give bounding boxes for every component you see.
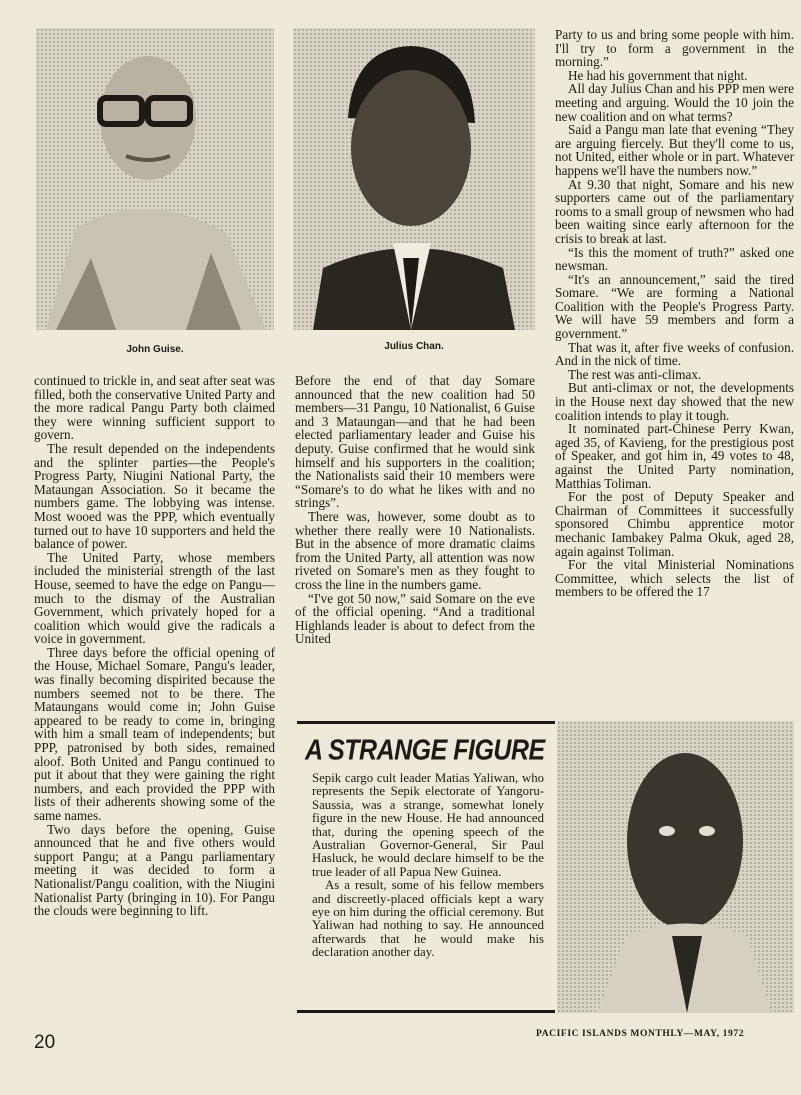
- paragraph: He had his government that night.: [568, 67, 748, 83]
- portrait-illustration: [293, 28, 535, 330]
- paragraph: That was it, after five weeks of confusion. And in the nick of time.: [555, 339, 794, 369]
- paragraph: The United Party, whose members included the ministerial strength of the last House, seemed to have the edge on Pangu—much to the dismay of the Australian Government, which privately hoped for a coalition which would give the radicals a voice in government.: [34, 549, 275, 647]
- caption-john-guise: John Guise.: [126, 344, 184, 355]
- paragraph: But anti-climax or not, the developments in the House next day showed that the new coalition intends to play it tough.: [555, 380, 794, 423]
- paragraph: continued to trickle in, and seat after seat was filled, both the conservative United Party and the more radical Pangu Party both claimed they were winning sufficient support to govern.: [34, 373, 275, 443]
- paragraph: The rest was anti-climax.: [568, 366, 702, 382]
- article-column-3: [555, 28, 794, 599]
- photo-john-guise: [36, 28, 274, 330]
- paragraph: “Is this the moment of truth?” asked one newsman.: [555, 244, 794, 274]
- portrait-illustration: [36, 28, 274, 330]
- paragraph: Sepik cargo cult leader Matias Yaliwan, who represents the Sepik electorate of Yangoru-Saussia, was a strange, somewhat lonely figure in the new House. He had announced that, during the opening speech of the Australian Governor-General, Sir Paul Hasluck, he would declare himself to be the true leader of all Papua New Guinea.: [312, 771, 544, 879]
- box-top-rule: [297, 721, 555, 724]
- paragraph: For the vital Ministerial Nominations Committee, which selects the list of members to be offered the 17: [555, 557, 794, 600]
- paragraph: At 9.30 that night, Somare and his new supporters came out of the parliamentary rooms to a small group of newsmen who had been waiting since early afternoon for the crisis to break at last.: [555, 176, 794, 246]
- caption-julius-chan: Julius Chan.: [384, 341, 444, 352]
- box-bottom-rule: [297, 1010, 555, 1013]
- boxed-headline: A STRANGE FIGURE: [305, 734, 545, 767]
- paragraph: Said a Pangu man late that evening “They are arguing fiercely. But they'll come to us, not United, either whole or in part. Whatever happens we'll have the numbers now.”: [555, 122, 794, 178]
- paragraph: Two days before the opening, Guise announced that he and five others would support Pangu; at a Pangu parliamentary meeting it was decided to form a Nationalist/Pangu coalition, with the Niugini Nationalist Party (bringing in 10). For Pangu the clouds were beginning to lift.: [34, 821, 275, 919]
- paragraph: The result depended on the independents and the splinter parties—the People's Progress Party, Niugini National Party, the Mataungan Association. So it became the numbers game. The lobbying was intense. Most wooed was the PPP, which eventually turned out to have 10 supporters and held the balance of power.: [34, 440, 275, 552]
- photo-julius-chan: [293, 28, 535, 330]
- page-number: 20: [34, 1032, 56, 1053]
- magazine-footer: PACIFIC ISLANDS MONTHLY—MAY, 1972: [536, 1029, 745, 1039]
- portrait-illustration: [557, 721, 794, 1013]
- paragraph: Party to us and bring some people with him. I'll try to form a government in the morning.”: [555, 27, 794, 70]
- paragraph: All day Julius Chan and his PPP men were meeting and arguing. Would the 10 join the new coalition and on what terms?: [555, 81, 794, 124]
- boxed-story-body: [312, 772, 544, 960]
- photo-matias-yaliwan: [557, 721, 794, 1013]
- paragraph: Three days before the official opening of the House, Michael Somare, Pangu's leader, was finally becoming dispirited because the numbers seemed not to be there. The Mataungans would come in; John Guise appeared to be ready to come in, bringing with him a small team of independents; but PPP, patronised by both sides, remained aloof. Both United and Pangu continued to put it about that they were gaining the right numbers, and each provided the PPP with lists of their adherents showing some of the same names.: [34, 644, 275, 823]
- paragraph: Before the end of that day Somare announced that the new coalition had 50 members—31 Pangu, 10 Nationalist, 6 Guise and 3 Mataungan—and that he had been elected parliamentary leader and Guise his deputy. Guise confirmed that he would sink himself and his supporters in the coalition; the Nationalists said their 10 members were “Somare's to do what he likes with and no strings”.: [295, 373, 535, 511]
- article-column-1: [34, 374, 275, 918]
- article-column-2: [295, 374, 535, 646]
- paragraph: It nominated part-Chinese Perry Kwan, aged 35, of Kavieng, for the prestigious post of Speaker, and got him in, 49 votes to 48, against the United Party nomination, Matthias Toliman.: [555, 421, 794, 491]
- paragraph: There was, however, some doubt as to whether there really were 10 Nationalists. But in the absence of more dramatic claims from the United Party, all attention was now riveted on Somare's men as they fought to cross the line in the numbers game.: [295, 508, 535, 592]
- paragraph: As a result, some of his fellow members and discreetly-placed officials kept a wary eye on him during the official ceremony. But Yaliwan had nothing to say. He announced afterwards that he would make his declaration another day.: [312, 878, 544, 960]
- paragraph: For the post of Deputy Speaker and Chairman of Committees it successfully sponsored Chimbu apprentice motor mechanic Iambakey Palma Okuk, aged 28, again against Toliman.: [555, 489, 794, 559]
- paragraph: “I've got 50 now,” said Somare on the eve of the official opening. “And a traditional Highlands leader is about to defect from the United: [295, 590, 535, 647]
- paragraph: “It's an announcement,” said the tired Somare. “We are forming a National Coalition with the People's Progress Party. We will have 59 members and form a government.”: [555, 271, 794, 342]
